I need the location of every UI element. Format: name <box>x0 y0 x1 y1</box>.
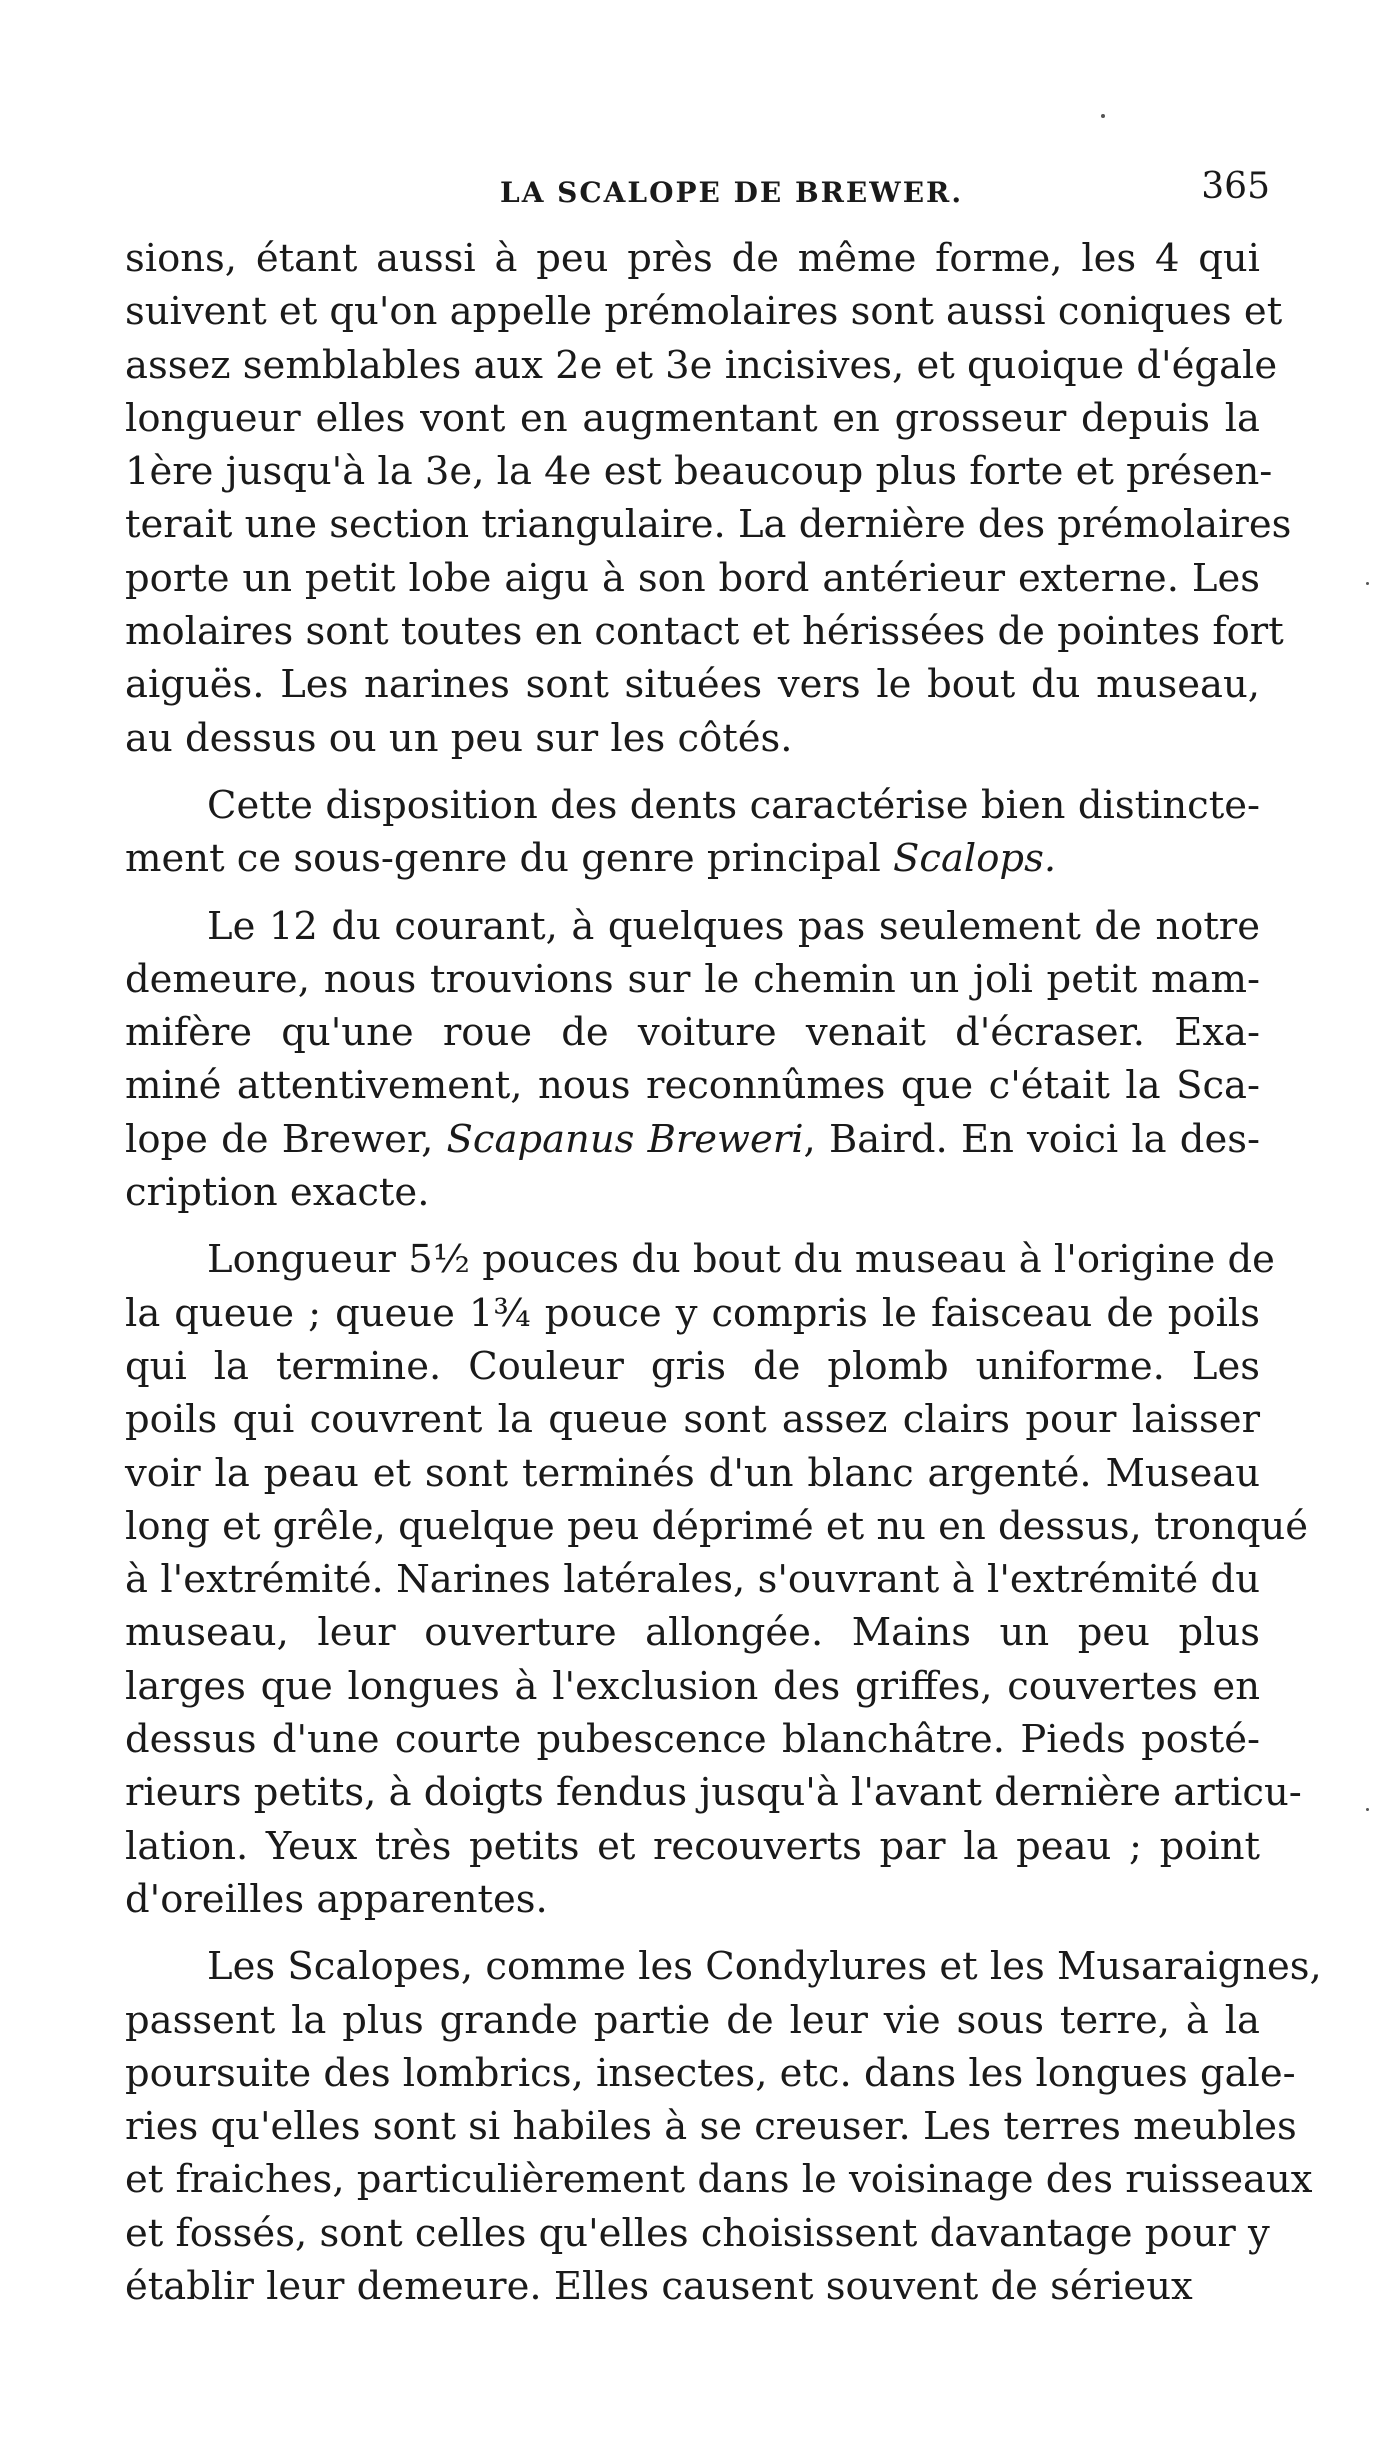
text-line: rieurs petits, à doigts fendus jusqu'à l'avant dernière articu- <box>125 1770 1302 1816</box>
text-line: ries qu'elles sont si habiles à se creuser. Les terres meubles <box>125 2104 1297 2150</box>
text-line: porte un petit lobe aigu à son bord antérieur externe. Les <box>125 555 1260 601</box>
text-line: long et grêle, quelque peu déprimé et nu en dessus, tronqué <box>125 1503 1309 1549</box>
text-line: miné attentivement, nous reconnûmes que c'était la Sca- <box>125 1063 1260 1109</box>
text-line: demeure, nous trouvions sur le chemin un joli petit mam- <box>125 956 1260 1002</box>
text-line: Le 12 du courant, à quelques pas seulement de notre <box>207 903 1260 949</box>
text-line: 1ère jusqu'à la 3e, la 4e est beaucoup plus forte et présen- <box>125 449 1273 495</box>
paragraph <box>125 779 1260 886</box>
text-line: dessus d'une courte pubescence blanchâtre. Pieds posté- <box>125 1717 1260 1763</box>
text-line: poils qui couvrent la queue sont assez clairs pour laisser <box>125 1397 1260 1443</box>
paragraph <box>125 1233 1309 1926</box>
text-line: au dessus ou un peu sur les côtés. <box>125 715 793 761</box>
text-line: la queue ; queue 1¾ pouce y compris le faisceau de poils <box>125 1290 1260 1336</box>
paragraph <box>125 232 1292 765</box>
text-line: Cette disposition des dents caractérise bien distincte- <box>207 782 1260 828</box>
running-title: LA SCALOPE DE BREWER. <box>500 176 964 209</box>
text-line: Les Scalopes, comme les Condylures et les Musaraignes, <box>207 1944 1322 1990</box>
text-line: voir la peau et sont terminés d'un blanc argenté. Museau <box>125 1450 1260 1496</box>
ink-speck <box>1101 114 1105 118</box>
ink-speck <box>1366 582 1369 585</box>
text-line: museau, leur ouverture allongée. Mains un peu plus <box>125 1610 1260 1656</box>
text-line: Longueur 5½ pouces du bout du museau à l'origine de <box>207 1237 1275 1283</box>
text-line: d'oreilles apparentes. <box>125 1876 548 1922</box>
text-line: ment ce sous-genre du genre principal Scalops. <box>125 836 1057 882</box>
text-line: molaires sont toutes en contact et hérissées de pointes fort <box>125 609 1284 655</box>
text-line: suivent et qu'on appelle prémolaires sont aussi coniques et <box>125 289 1283 335</box>
paragraph <box>125 1940 1322 2313</box>
text-line: aiguës. Les narines sont situées vers le bout du museau, <box>125 662 1260 708</box>
text-line: cription exacte. <box>125 1170 430 1216</box>
text-line: lation. Yeux très petits et recouverts par la peau ; point <box>125 1823 1260 1869</box>
text-line: et fossés, sont celles qu'elles choisissent davantage pour y <box>125 2210 1270 2256</box>
text-line: longueur elles vont en augmentant en grosseur depuis la <box>125 395 1260 441</box>
text-line: poursuite des lombrics, insectes, etc. dans les longues gale- <box>125 2050 1296 2096</box>
text-line: qui la termine. Couleur gris de plomb uniforme. Les <box>125 1343 1260 1389</box>
page-header <box>120 158 1270 208</box>
ink-speck <box>1366 1808 1369 1811</box>
text-line: lope de Brewer, Scapanus Breweri, Baird. En voici la des- <box>125 1116 1261 1162</box>
text-line: larges que longues à l'exclusion des griffes, couvertes en <box>125 1663 1260 1709</box>
page-number: 365 <box>1201 166 1270 207</box>
text-line: et fraiches, particulièrement dans le voisinage des ruisseaux <box>125 2157 1313 2203</box>
paragraph <box>125 900 1260 1220</box>
text-line: assez semblables aux 2e et 3e incisives, et quoique d'égale <box>125 342 1278 388</box>
text-line: à l'extrémité. Narines latérales, s'ouvrant à l'extrémité du <box>125 1557 1260 1603</box>
text-line: terait une section triangulaire. La dernière des prémolaires <box>125 502 1292 548</box>
text-line: passent la plus grande partie de leur vie sous terre, à la <box>125 1997 1260 2043</box>
body-text <box>125 232 1322 2313</box>
text-line: sions, étant aussi à peu près de même forme, les 4 qui <box>125 236 1260 281</box>
text-line: mifère qu'une roue de voiture venait d'écraser. Exa- <box>125 1010 1260 1056</box>
text-line: établir leur demeure. Elles causent souvent de sérieux <box>125 2263 1193 2309</box>
